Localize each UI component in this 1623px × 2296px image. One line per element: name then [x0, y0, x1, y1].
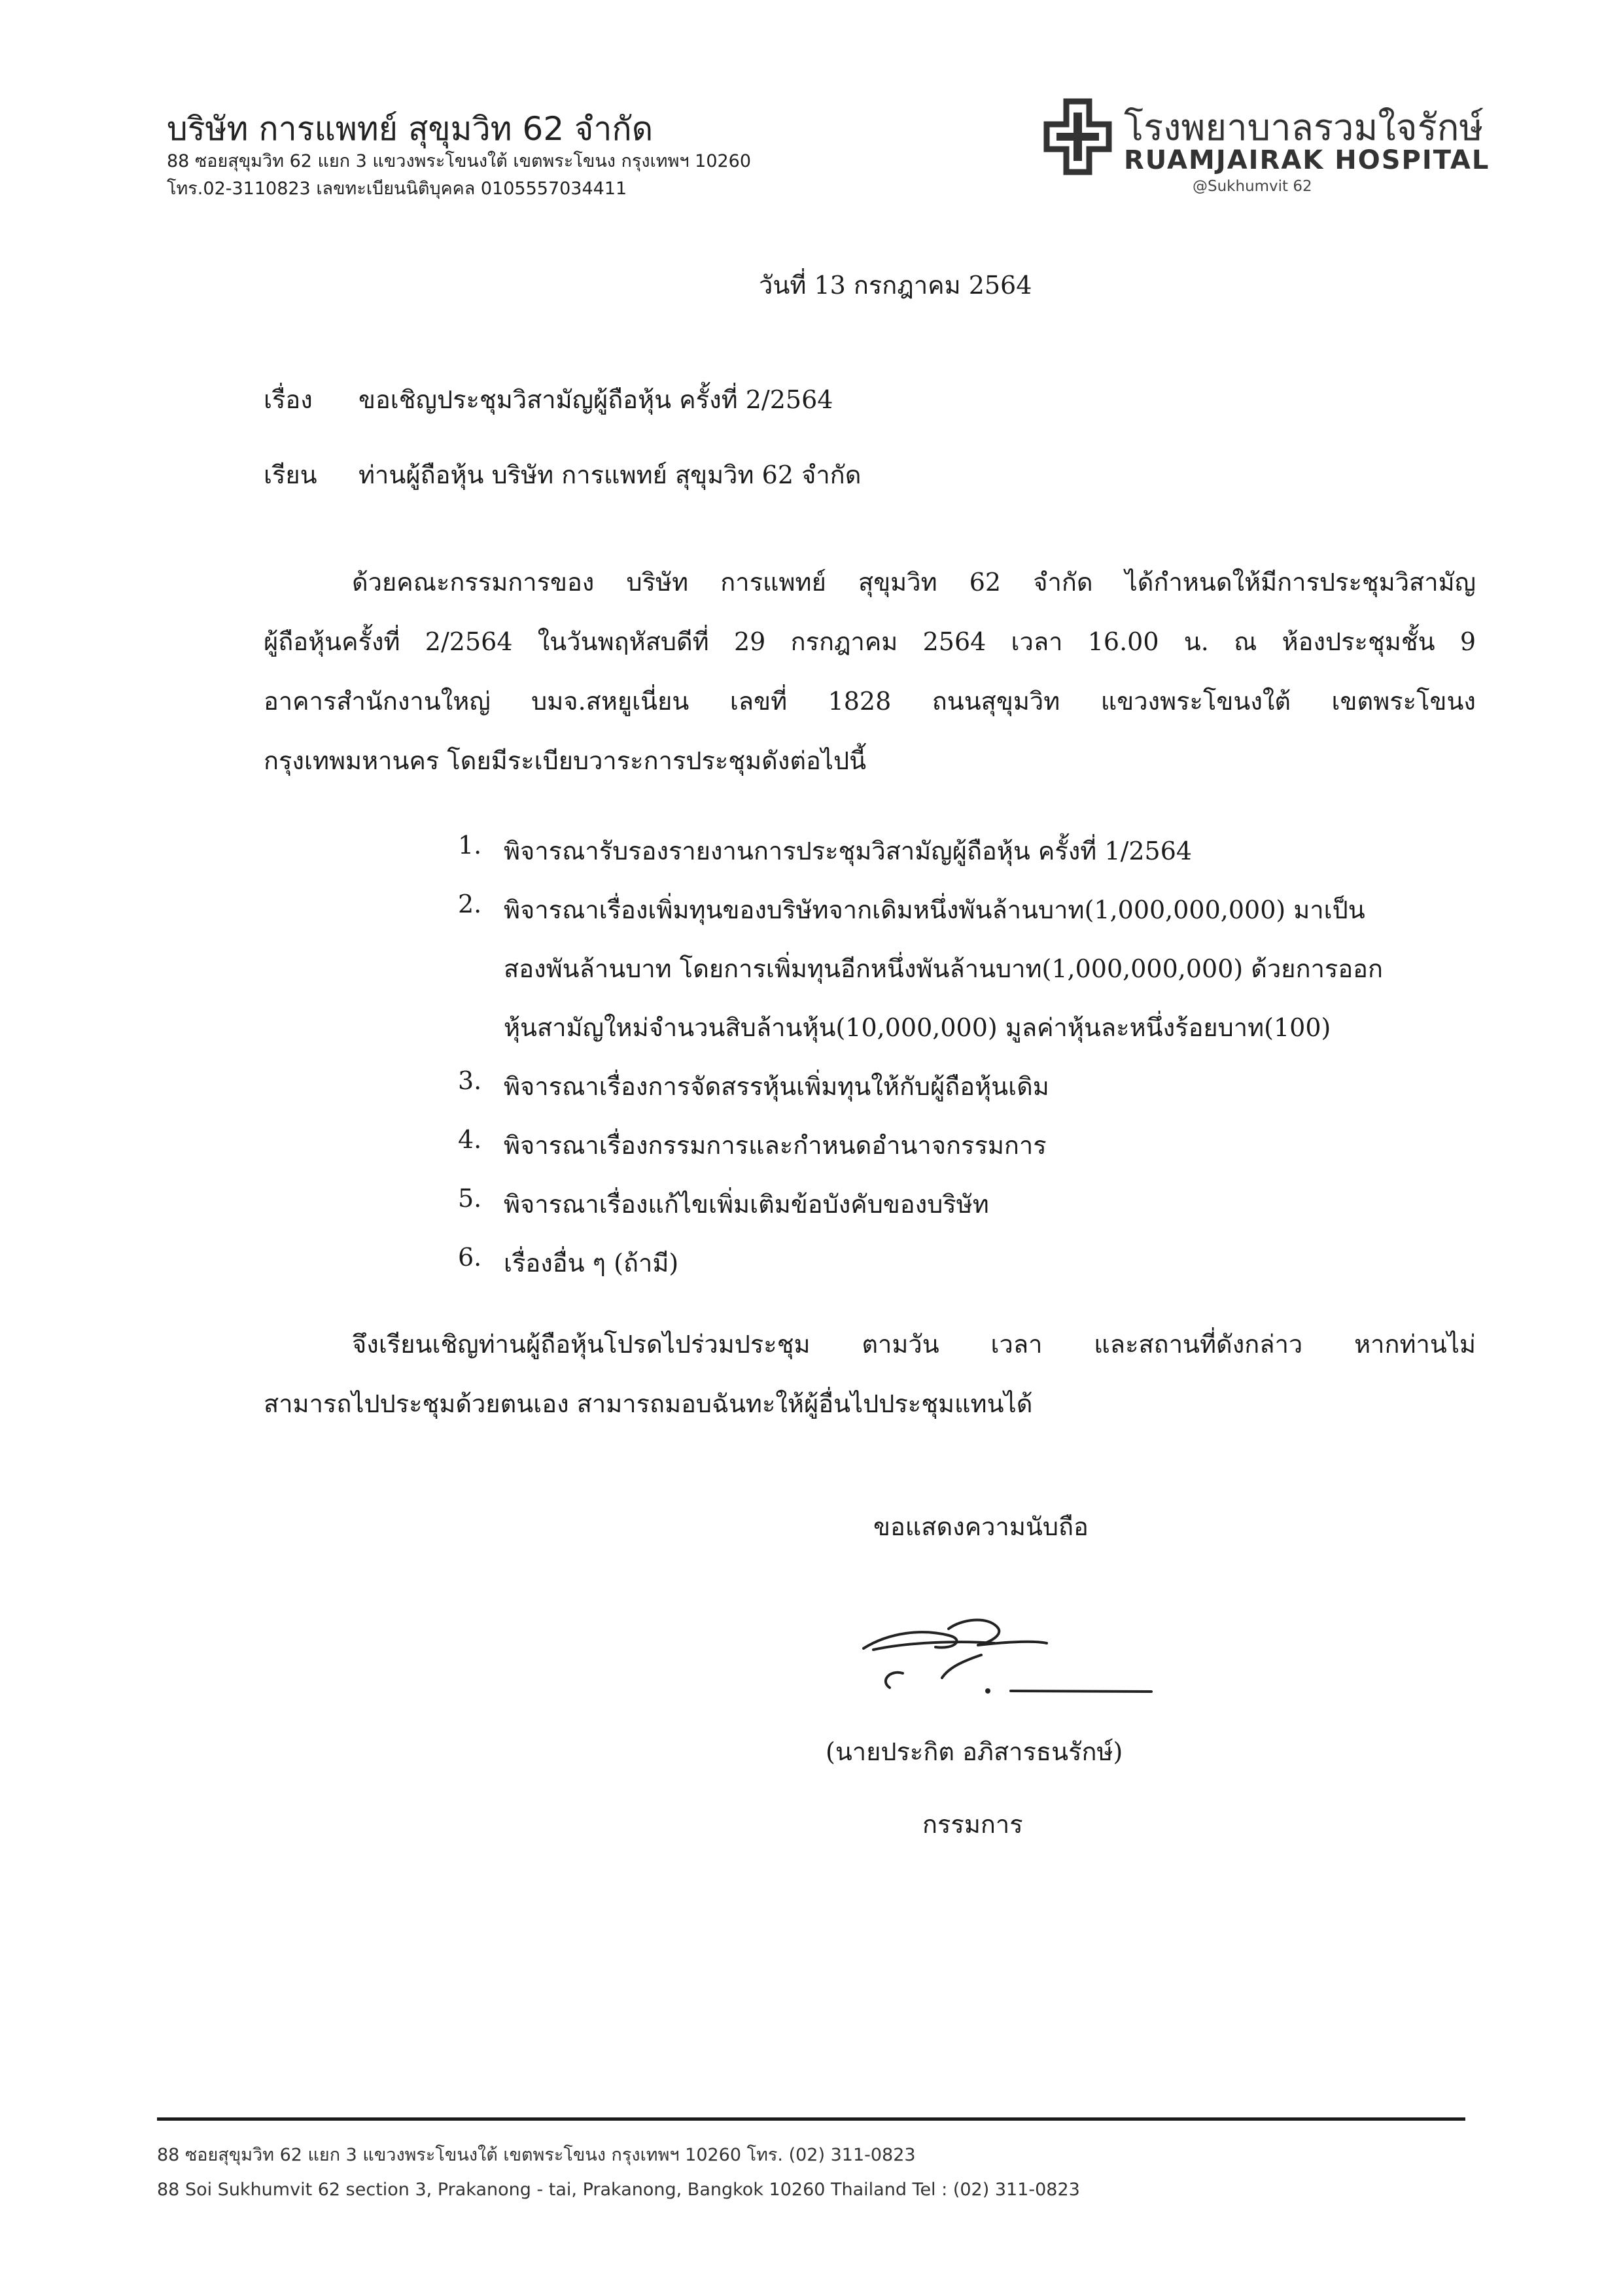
intro-paragraph — [264, 553, 1476, 791]
logo-name-th: โรงพยาบาลรวมใจรักษ์ — [1124, 107, 1484, 149]
agenda-item: เรื่องอื่น ๆ (ถ้ามี) — [504, 1249, 679, 1278]
agenda-number: 6. — [458, 1243, 482, 1272]
agenda-item: พิจารณารับรองรายงานการประชุมวิสามัญผู้ถือหุ้น ครั้งที่ 1/2564 — [504, 837, 1193, 865]
subject-label: เรื่อง — [264, 385, 313, 414]
closing-line: สามารถไปประชุมด้วยตนเอง สามารถมอบฉันทะให้ผู้อื่นไปประชุมแทนได้ — [264, 1389, 1033, 1418]
agenda-item-continued: หุ้นสามัญใหม่จำนวนสิบล้านหุ้น(10,000,000) มูลค่าหุ้นละหนึ่งร้อยบาท(100) — [504, 1013, 1331, 1042]
agenda-number: 5. — [458, 1184, 482, 1213]
company-address: 88 ซอยสุขุมวิท 62 แยก 3 แขวงพระโขนงใต้ เขตพระโขนง กรุงเทพฯ 10260 — [167, 151, 752, 171]
recipient-text: ท่านผู้ถือหุ้น บริษัท การแพทย์ สุขุมวิท 62 จำกัด — [358, 461, 862, 489]
agenda-number: 3. — [458, 1066, 482, 1095]
company-tel: โทร.02-3110823 เลขทะเบียนนิติบุคคล 0105557034411 — [167, 179, 627, 199]
subject-text: ขอเชิญประชุมวิสามัญผู้ถือหุ้น ครั้งที่ 2/2564 — [358, 385, 833, 414]
letter-date: วันที่ 13 กรกฎาคม 2564 — [759, 271, 1032, 300]
agenda-number: 4. — [458, 1125, 482, 1154]
intro-line: อาคารสำนักงานใหญ่ บมจ.สหยูเนี่ยน เลขที่ 1828 ถนนสุขุมวิท แขวงพระโขนงใต้ เขตพระโขนง — [264, 687, 1476, 716]
closing-line: จึงเรียนเชิญท่านผู้ถือหุ้นโปรดไปร่วมประชุม ตามวัน เวลา และสถานที่ดังกล่าว หากท่านไม่ — [352, 1330, 1476, 1359]
signature-image — [850, 1570, 1164, 1701]
agenda-item: พิจารณาเรื่องเพิ่มทุนของบริษัทจากเดิมหนึ่งพันล้านบาท(1,000,000,000) มาเป็น — [504, 896, 1365, 924]
intro-line: ผู้ถือหุ้นครั้งที่ 2/2564 ในวันพฤหัสบดีที่ 29 กรกฎาคม 2564 เวลา 16.00 น. ณ ห้องประชุมชั้น 9 — [264, 627, 1476, 656]
footer-divider — [157, 2117, 1465, 2121]
hospital-cross-logo-icon — [1043, 98, 1112, 175]
agenda-item: พิจารณาเรื่องกรรมการและกำหนดอำนาจกรรมการ — [504, 1131, 1047, 1160]
company-name: บริษัท การแพทย์ สุขุมวิท 62 จำกัด — [167, 110, 654, 148]
footer-address-en: 88 Soi Sukhumvit 62 section 3, Prakanong - tai, Prakanong, Bangkok 10260 Thailand Tel : (02) 311-0823 — [157, 2180, 1080, 2200]
signer-title: กรรมการ — [922, 1810, 1023, 1839]
recipient-label: เรียน — [264, 461, 317, 489]
closing-paragraph — [264, 1315, 1476, 1434]
logo-branch: @Sukhumvit 62 — [1193, 178, 1312, 195]
signer-name: (นายประกิต อภิสารธนรักษ์) — [826, 1737, 1123, 1766]
agenda-item-continued: สองพันล้านบาท โดยการเพิ่มทุนอีกหนึ่งพันล้านบาท(1,000,000,000) ด้วยการออก — [504, 954, 1383, 983]
intro-line: ด้วยคณะกรรมการของ บริษัท การแพทย์ สุขุมวิท 62 จำกัด ได้กำหนดให้มีการประชุมวิสามัญ — [352, 568, 1476, 597]
footer-address-th: 88 ซอยสุขุมวิท 62 แยก 3 แขวงพระโขนงใต้ เขตพระโขนง กรุงเทพฯ 10260 โทร. (02) 311-0823 — [157, 2145, 916, 2165]
agenda-number: 2. — [458, 890, 482, 918]
intro-line: กรุงเทพมหานคร โดยมีระเบียบวาระการประชุมดังต่อไปนี้ — [264, 746, 867, 775]
agenda-item: พิจารณาเรื่องการจัดสรรหุ้นเพิ่มทุนให้กับผู้ถือหุ้นเดิม — [504, 1072, 1049, 1101]
logo-name-en: RUAMJAIRAK HOSPITAL — [1124, 145, 1490, 175]
agenda-number: 1. — [458, 831, 482, 860]
closing-salutation: ขอแสดงความนับถือ — [873, 1512, 1089, 1541]
agenda-item: พิจารณาเรื่องแก้ไขเพิ่มเติมข้อบังคับของบริษัท — [504, 1190, 989, 1219]
